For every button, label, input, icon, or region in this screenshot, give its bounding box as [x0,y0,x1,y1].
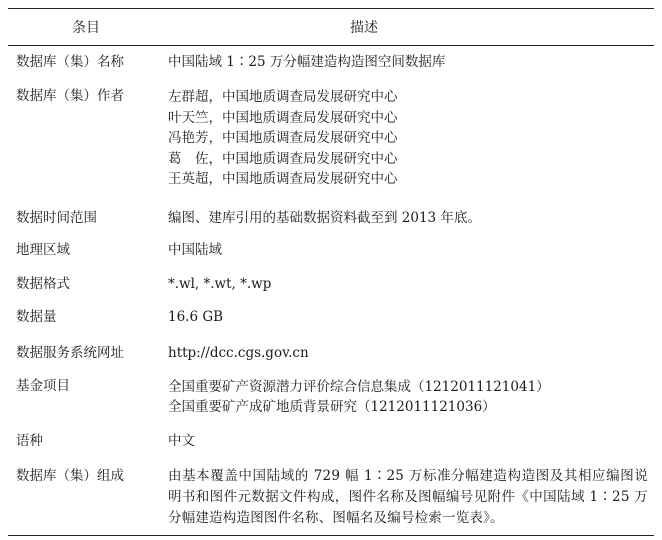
table-row [8,209,654,228]
row-value [168,209,654,228]
table-row [8,466,654,529]
value-line: 全国重要矿产成矿地质背景研究（1212011121036） [168,398,496,415]
row-value [168,241,654,260]
table-row [8,377,654,417]
row-key: 基金项目 [16,377,70,394]
table-row [8,241,654,260]
row-key: 数据服务系统网址 [16,344,124,361]
row-key: 地理区域 [16,241,70,258]
value-line: 全国重要矿产资源潜力评价综合信息集成（1212011121041） [168,378,550,395]
table-row [8,308,654,327]
value-line: 16.6 GB [168,308,224,325]
value-line: http://dcc.cgs.gov.cn [168,344,309,361]
row-key: 数据库（集）组成 [16,467,124,484]
metadata-table [8,8,654,536]
value-line: 王英超，中国地质调查局发展研究中心 [168,171,398,187]
value-line: *.wl, *.wt, *.wp [168,275,272,292]
row-value [168,53,654,72]
header-item: 条目 [72,20,100,36]
value-line: 左群超，中国地质调查局发展研究中心 [168,89,398,105]
value-line: 冯艳芳，中国地质调查局发展研究中心 [168,130,398,146]
table-row [8,275,654,294]
row-value [168,275,654,294]
value-line: 编图、建库引用的基础数据资料截至到 2013 年底。 [168,209,481,226]
row-key: 数据库（集）作者 [16,88,124,104]
value-line: 葛 佐，中国地质调查局发展研究中心 [168,150,398,167]
value-paragraph: 由基本覆盖中国陆域的 729 幅 1∶25 万标准分幅建造构造图及其相应编图说明书和图件元数据文件构成，图件名称及图幅编号见附件《中国陆域 1∶25 万分幅建造构造图图件名称、图幅名及编号检索一览表》。 [168,467,648,526]
header-description: 描述 [350,20,378,36]
row-value [168,344,654,363]
table-row [8,53,654,72]
value-line: 中国陆域 1∶25 万分幅建造构造图空间数据库 [168,54,446,70]
row-value [168,377,654,417]
row-key: 数据格式 [16,275,70,292]
row-value [168,308,654,327]
row-value [168,432,654,451]
table-bottom-rule [8,535,654,536]
table-header-rule [8,45,654,46]
value-line: 中文 [168,432,195,449]
table-row [8,344,654,363]
table-row [8,432,654,451]
value-line: 中国陆域 [168,241,222,258]
table-header [8,9,654,45]
value-line: 叶天竺，中国地质调查局发展研究中心 [168,109,398,126]
row-key: 数据库（集）名称 [16,54,124,70]
table-body [8,53,654,529]
table-row [8,87,654,190]
row-value [168,466,654,529]
row-key: 数据量 [16,308,57,325]
row-key: 数据时间范围 [16,209,97,226]
row-key: 语种 [16,432,43,449]
row-value [168,87,654,190]
